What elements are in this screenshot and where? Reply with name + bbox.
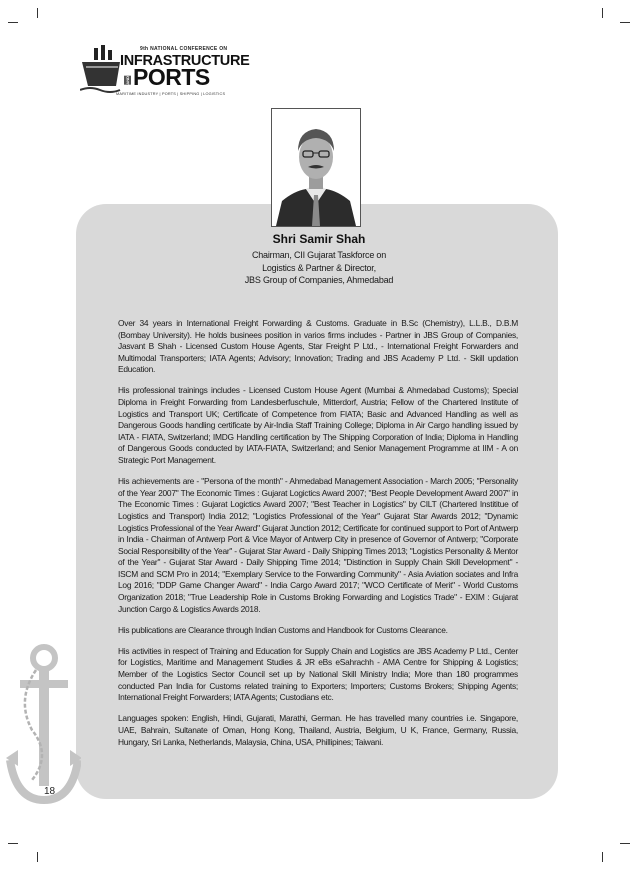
person-title-line: Logistics & Partner & Director, [262,262,376,273]
crop-mark [37,8,38,18]
logo-title: INFRASTRUCTURE [120,53,250,69]
crop-mark [602,8,603,18]
bio-paragraph-achievements: His achievements are - "Persona of the month" - Ahmedabad Management Association - March 2005; "Personality of the Year 2007" The Economic Times : Gujarat Logictics Award 2007; "Best People Development Award 2007" in The Economic Times : Gujarat Logictics Award 2007; "Best Teacher in Logistics" by CILT (Chartered Instititue of Logistics and Transport) India 2012; "Logistics Professional of the Year" Gujarat Star Awards 2012; "Dynamic Logistics Professional of the Year Award" Gujarat Junction 2012; Certificate for continued support to Port of Antwerp in India - Chairman of Antwerp Port & Vice Mayor of Antwerp City in presence of Governor of Antwerp; "Corporate Social Responsibility of the Year" - Gujarat Star Award - Daily Shipping Times 2013; "Logistics Personality & Mentor of the Year" - Gujarat Star Award - Daily Shipping Time 2014; "Distinction in Supply Chain Skill Development" - ISCM and SCM Pro in 2014; "Exemplary Service to the Forwarding Community" - Asia Aviation sociates and Infra Log 2016; "DDP Game Changer Award" - India Cargo Award 2017; "WCO Certificate of Merit" - World Customs Organization 2018; "True Leadership Role in Customs Broking Forwarding and Logistics Trade" - EXIM : Gujarat Junction Cargo & Logistics Awards 2018. [118,476,518,614]
profile-header [200,232,438,287]
logo-subtitle: 9th NATIONAL CONFERENCE ON [140,46,228,52]
conference-logo [80,42,250,102]
page-number: 18 [44,786,56,797]
portrait-photo [271,108,361,227]
anchor-icon [6,640,81,810]
crop-mark [602,852,603,862]
crop-mark [37,852,38,862]
crop-mark [8,843,18,844]
bio-paragraph-publications: His publications are Clearance through Indian Customs and Handbook for Customs Clearance. [118,624,448,635]
logo-ports: PORTS [133,64,210,90]
crop-mark [620,843,630,844]
biography [118,318,518,758]
crop-mark [8,22,18,23]
logo-and: AND [125,76,130,85]
person-title-line: JBS Group of Companies, Ahmedabad [244,275,394,285]
bio-paragraph-trainings: His professional trainings includes - Licensed Custom House Agent (Mumbai & Ahmedabad Customs); Special Diploma in Freight Forwarding from Landesberfuschule, Mitterdorf, Austria; Fellow of the Chartered Institute of Logistics and Transport UK; Certificate of Competence from FIATA; Basic and Advanced Handling as well as Dangerous Goods handling certificate by Air-India Staff Training College; Diploma in Air Cargo handling issued by IATA - FIATA, Switzerland; IMDG Handling certification by The Shipping Corporation of India; Diploma in Handling of Dangerous Goods conducted by IATA-FIATA, Switzerland; and Senior Management Programme at IIM - A on Strategic Port Management. [118,385,518,466]
person-name: Shri Samir Shah [272,232,366,246]
person-title-line: Chairman, CII Gujarat Taskforce on [251,250,387,260]
bio-paragraph-languages: Languages spoken: English, Hindi, Gujarati, Marathi, German. He has travelled many countries i.e. Singapore, UAE, Bahrain, Sultanate of Oman, Hong Kong, Thailand, Austria, Belgium, U K, France, Germany, Russia, Hungary, Sri Lanka, Netherlands, Malaysia, China, USA, Phillipines; Taiwani. [118,713,518,747]
logo-tagline: MARITIME INDUSTRY | PORTS | SHIPPING | LOGISTICS [116,92,226,96]
bio-paragraph-career: Over 34 years in International Freight Forwarding & Customs. Graduate in B.Sc (Chemistry), L.L.B., D.B.M (Bombay University). He holds businees position in varios firms includes - Partner in JBS Group of Companies, Jasvant B Shah - Licensed Custom House Agents, Star Freight P Ltd., - International Freight Forwarders and Multimodal Transporters; IATA Agents; Advisory; Innovation; Trading and JBS Academy P Ltd. - Skill updation Education. [118,318,518,375]
bio-paragraph-activities: His activities in respect of Training and Education for Supply Chain and Logistics are JBS Academy P Ltd., Center for Logistics, Maritime and Management Studies & JR eBs eSahrachh - AMA Centre for Shipping & Logistics; Member of the Logistics Sector Council set up by National Skill Ministry India; More than 180 programmes conducted Pan India for Customs related training to Exporters; Importers; Customs Brokers; Shipping Agents; International Freight Forwarders; IATA Agents; Custodians etc. [118,645,518,703]
crop-mark [620,22,630,23]
